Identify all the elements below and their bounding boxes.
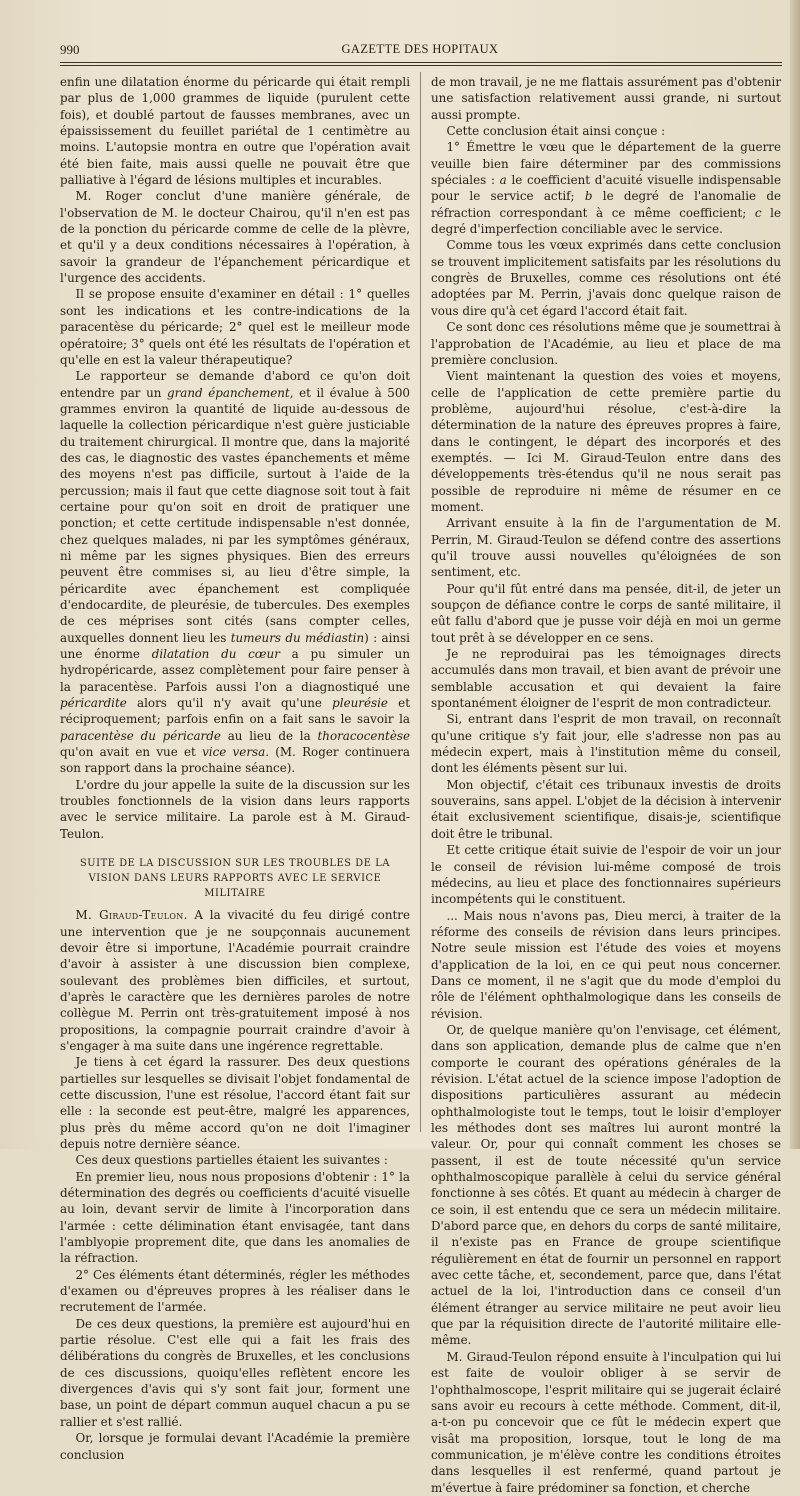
paragraph: Et cette critique était suivie de l'espoir de voir un jour le conseil de révision lui-même composé de trois médecins, au lieu et place des fonctionnaires supérieurs incompétents qui le constituent. bbox=[431, 843, 781, 907]
paragraph: Ce sont donc ces résolutions même que je soumettrai à l'approbation de l'Académie, au lieu et place de ma première conclusion. bbox=[431, 320, 781, 367]
paragraph: Vient maintenant la question des voies et moyens, celle de l'application de cette première partie du problème, aujourd'hui résolue, c'est-à-dire la détermination de la nature des épreuves propres à faire, dans le contingent, le départ des incorporés et des exemptés. — Ici M. Giraud-Teulon entre dans des développements très-étendus qu'il ne nous serait pas possible de reproduire ni même de résumer en ce moment. bbox=[431, 369, 781, 514]
paragraph: L'ordre du jour appelle la suite de la discussion sur les troubles fonctionnels de la vision dans leurs rapports avec le service militaire. La parole est à M. Giraud-Teulon. bbox=[60, 777, 410, 841]
paragraph: Ces deux questions partielles étaient les suivantes : bbox=[75, 1153, 388, 1168]
paragraph: Arrivant ensuite à la fin de l'argumentation de M. Perrin, M. Giraud-Teulon se défend contre des assertions qu'il trouve aussi nouvelles qu'éloignées de son sentiment, etc. bbox=[431, 516, 781, 580]
text-run: , et il évalue à 500 grammes environ la quantité de liquide au-dessous de laquelle la collection péricardique n'est guère justiciable du traitement chirurgical. Il montre que, dans la majorité des cas, le diagnostic des vastes épanchements et même des moyens n'est pas difficile, surtout à l'aide de la percussion; mais il faut que cette diagnose soit tout à fait certaine pour qu'on soit en droit de pratiquer une ponction; et cette certitude indispensable n'est donnée, chez quelques malades, ni par les symptômes généraux, ni même par les signes physiques. Bien des erreurs peuvent être commises si, au lieu d'être simple, la péricardite avec épanchement est compliquée d'endocardite, de pleurésie, de tubercules. Des exemples de ces méprises sont cités (sans compter celles, auxquelles donnent lieu les bbox=[60, 385, 410, 645]
paragraph: M. Roger conclut d'une manière générale, de l'observation de M. le docteur Chairou, qu'il n'en est pas de la ponction du péricarde comme de celle de la plèvre, et qu'il y a deux conditions nécessaires à l'opération, à savoir la grandeur de l'épanchement péricardique et l'urgence des accidents. bbox=[60, 189, 410, 286]
paragraph: Or, de quelque manière qu'on l'envisage, cet élément, dans son application, demande plus de calme que n'en comporte le courant des opérations générales de la révision. L'état actuel de la science impose l'adoption de dispositions particulières assurant au médecin ophthalmologiste tout le temps, tout le loisir d'employer les méthodes dont ses maîtres lui auront montré la valeur. Or, pour qui connaît comment les choses se passent, il est de toute nécessité qu'un service ophthalmoscopique parallèle à celui du service général fonctionne à ses côtés. Et quant au médecin à charger de ce soin, il est entendu que ce sera un médecin militaire. D'abord parce que, en dehors du corps de santé militaire, il n'existe pas en France de groupe scientifique régulièrement en état de fournir un personnel en rapport avec cette tâche, et, secondement, parce que, dans l'état actuel de la loi, l'introduction dans ce conseil d'un élément étranger au service militaire ne peut avoir lieu que par la réquisition directe de l'autorité militaire elle-même. bbox=[431, 1022, 781, 1348]
italic-term: thoracocentèse bbox=[317, 728, 411, 743]
page-number: 990 bbox=[60, 42, 80, 57]
speaker-name: M. Giraud-Teulon. bbox=[75, 908, 188, 923]
text-run: . (M. Roger continuera son rapport dans la prochaine séance). bbox=[60, 745, 410, 776]
text-run: Le rapporteur se demande d'abord ce qu'on doit entendre par un bbox=[60, 369, 410, 400]
page-header bbox=[60, 42, 780, 64]
text-run: qu'on avait en vue et bbox=[60, 745, 203, 760]
section-heading: SUITE DE LA DISCUSSION SUR LES TROUBLES DE LA VISION DANS LEURS RAPPORTS AVEC LE SERVICE MILITAIRE bbox=[79, 858, 390, 900]
paragraph: Comme tous les vœux exprimés dans cette conclusion se trouvent implicitement satisfaits par les résolutions du congrès de Bruxelles, comme ces résolutions ont été adoptées par M. Perrin, j'avais donc quelque raison de vous dire qu'à cet égard l'accord était fait. bbox=[431, 238, 781, 318]
italic-letter: a bbox=[499, 173, 507, 188]
text-run: 1° Émettre le vœu que le département de la guerre veuille bien faire déterminer par des commissions spéciales : bbox=[431, 140, 781, 188]
text-run: ) : ainsi une énorme bbox=[60, 630, 410, 662]
left-column bbox=[60, 74, 410, 1463]
text-run: A la vivacité du feu dirigé contre une intervention que je ne soupçonnais aucunement devoir être si importune, l'Académie pourrait craindre d'avoir à assister à une discussion bien complexe, soulevant des problèmes bien difficiles, et surtout, d'après le caractère que les dernières paroles de notre collègue M. Perrin ont très-gratuitement imposé à nos propositions, la compagnie pourrait craindre d'avoir à s'engager à ma suite dans une ingérence regrettable. bbox=[60, 908, 410, 1053]
text-run: le degré d'imperfection conciliable avec le service. bbox=[431, 205, 781, 237]
paragraph: Je ne reproduirai pas les témoignages directs accumulés dans mon travail, et bien avant de prévoir une semblable accusation et qui devaient la faire spontanément éloigner de l'esprit de mon contradicteur. bbox=[431, 647, 781, 711]
paragraph: Cette conclusion était ainsi conçue : bbox=[446, 124, 666, 139]
paragraph: 2° Ces éléments étant déterminés, régler les méthodes d'examen ou d'épreuves propres à les réaliser dans le recrutement de l'armée. bbox=[60, 1267, 410, 1315]
paragraph: Mon objectif, c'était ces tribunaux investis de droits souverains, sans appel. L'objet de la décision à intervenir était exclusivement scientifique, disais-je, scientifique doit être le tribunal. bbox=[431, 777, 781, 841]
text-run: et réciproquement; parfois enfin on a fait sans le savoir la bbox=[60, 696, 410, 727]
italic-term: péricardite bbox=[60, 696, 127, 711]
paragraph bbox=[60, 368, 410, 777]
header-rule-secondary bbox=[60, 65, 782, 66]
paragraph: De ces deux questions, la première est aujourd'hui en partie résolue. C'est elle qui a fait les frais des délibérations du congrès de Bruxelles, et les conclusions de ces discussions, quoiqu'elles reflètent encore les divergences d'avis qui s'y sont fait jour, forment une base, un point de départ commun auquel chacun a pu se rallier et s'est rallié. bbox=[60, 1316, 410, 1429]
header-rule bbox=[60, 62, 782, 63]
paragraph: Or, lorsque je formulai devant l'Académie la première conclusion bbox=[60, 1431, 410, 1462]
text-run: alors qu'il n'y avait qu'une bbox=[126, 696, 333, 711]
text-run: le coefficient d'acuité visuelle indispensable pour le service actif; bbox=[431, 173, 781, 204]
paragraph: Pour qu'il fût entré dans ma pensée, dit-il, de jeter un soupçon de défiance contre le corps de santé militaire, il eût fallu d'abord que je pusse voir déjà en moi un germe tout prêt à se développer en ce sens. bbox=[431, 581, 781, 645]
italic-term: tumeurs du médiastin bbox=[230, 630, 365, 645]
paragraph: de mon travail, je ne me flattais assurément pas d'obtenir une satisfaction relativement aussi grande, ni surtout aussi prompte. bbox=[431, 75, 781, 122]
italic-term: pleurésie bbox=[332, 696, 388, 711]
binding-edge bbox=[790, 0, 800, 1149]
paragraph: enfin une dilatation énorme du péricarde qui était rempli par plus de 1,000 grammes de liquide (purulent cette fois), et doublé partout de fausses membranes, avec un épaississement du feuillet pariétal de 1 centimètre au moins. L'autopsie montra en outre que l'opération avait été bien faite, mais aussi quelle ne pouvait être que palliative à l'égard de lésions multiples et incurables. bbox=[60, 75, 410, 188]
italic-letter: b bbox=[584, 189, 593, 204]
italic-letter: c bbox=[754, 205, 762, 220]
right-column bbox=[431, 74, 781, 1496]
paragraph: Si, entrant dans l'esprit de mon travail, on reconnaît qu'une critique s'y fait jour, elle s'adresse non pas au médecin expert, mais à l'institution même du conseil, dont les éléments pèsent sur lui. bbox=[431, 712, 781, 776]
text-run: le degré de l'anomalie de réfraction correspondant à ce même coefficient; bbox=[431, 189, 781, 220]
italic-term: dilatation du cœur bbox=[151, 647, 280, 662]
paragraph: En premier lieu, nous nous proposions d'obtenir : 1° la détermination des degrés ou coefficients d'acuité visuelle au loin, devant servir de limite à l'incorporation dans l'armée : cette délimination étant envisagée, tant dans l'amblyopie proprement dite, que dans les anomalies de la réfraction. bbox=[60, 1169, 410, 1266]
italic-term: paracentèse du péricarde bbox=[60, 728, 221, 743]
italic-term: vice versa bbox=[202, 745, 266, 760]
text-run: au lieu de la bbox=[220, 728, 318, 743]
journal-title: GAZETTE DES HOPITAUX bbox=[341, 42, 499, 56]
paragraph: ... Mais nous n'avons pas, Dieu merci, à traiter de la réforme des conseils de révision dans leurs principes. Notre seule mission est l'étude des voies et moyens d'application de la loi, en ce qui peut nous concerner. Dans ce moment, il ne s'agit que du mode d'emploi du rôle de l'élément ophthalmologique dans les conseils de révision. bbox=[431, 908, 781, 1021]
column-divider bbox=[420, 72, 421, 1132]
text-run: a pu simuler un hydropéricarde, assez complètement pour faire penser à la paracentèse. Parfois aussi l'on a diagnostiqué une bbox=[60, 647, 410, 694]
paragraph bbox=[60, 907, 410, 1054]
paragraph: M. Giraud-Teulon répond ensuite à l'inculpation qui lui est faite de vouloir obliger à se servir de l'ophthalmoscope, l'esprit militaire qui se jugerait éclairé sans avoir eu recours à cette méthode. Comment, dit-il, a-t-on pu concevoir que ce fût le médecin expert que visât ma proposition, lorsque, tout le long de ma communication, je m'élève contre les conditions étroites dans lesquelles il est renfermé, quand partout je m'évertue à faire prédominer sa fonction, et cherche bbox=[431, 1349, 781, 1495]
paragraph: Il se propose ensuite d'examiner en détail : 1° quelles sont les indications et les contre-indications de la paracentèse du péricarde; 2° quel est le meilleur mode opératoire; 3° quels ont été les résultats de l'opération et qu'elle en est la valeur thérapeutique? bbox=[60, 287, 410, 367]
paragraph bbox=[431, 139, 781, 237]
italic-term: grand épanchement bbox=[166, 385, 290, 400]
paragraph: Je tiens à cet égard la rassurer. Des deux questions partielles sur lesquelles se divisait l'objet fondamental de cette discussion, l'une est résolue, l'accord étant fait sur elle : la seconde est peut-être, malgré les apparences, plus près du même accord qu'on ne doit l'imaginer depuis notre dernière séance. bbox=[60, 1055, 410, 1151]
